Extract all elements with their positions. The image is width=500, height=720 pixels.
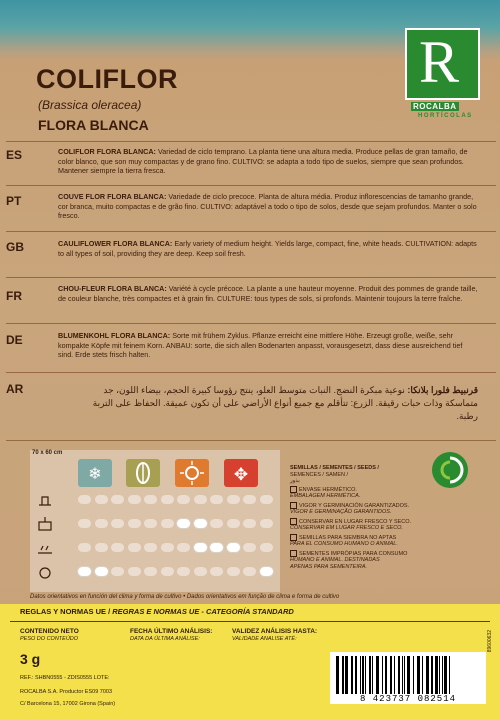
calendar-dot bbox=[227, 567, 240, 576]
calendar-dot bbox=[128, 567, 141, 576]
net-content-label: CONTENIDO NETO PESO DO CONTEÚDO bbox=[20, 628, 79, 642]
summer-sun-icon bbox=[175, 459, 209, 487]
barcode-bar bbox=[385, 656, 387, 694]
divider bbox=[6, 372, 496, 373]
calendar-dot bbox=[111, 519, 124, 528]
calendar-dot bbox=[260, 519, 273, 528]
lang-code-gb: GB bbox=[6, 240, 24, 254]
logo-tagline: HORTÍCOLAS bbox=[418, 113, 473, 119]
calendar-dot bbox=[144, 495, 157, 504]
calendar-dot bbox=[260, 495, 273, 504]
calendar-dot bbox=[210, 519, 223, 528]
harvest-icon bbox=[36, 564, 54, 580]
calendar-dot bbox=[227, 495, 240, 504]
reference-code: REF.: SHBN0555 - ZDIS0555 LOTE: bbox=[20, 675, 110, 681]
barcode-bar bbox=[342, 656, 344, 694]
calendar-dot bbox=[111, 567, 124, 576]
description-gb: CAULIFLOWER FLORA BLANCA: Early variety of medium height. Yields large, compact, fine, white heads. CULTIVATION: adapts to all types of soil, providing they are deep. Keep soil fresh. bbox=[58, 239, 477, 258]
lang-code-fr: FR bbox=[6, 289, 22, 303]
calendar-dot bbox=[144, 519, 157, 528]
spring-leaf-icon bbox=[126, 459, 160, 487]
calendar-dot bbox=[194, 519, 207, 528]
latin-name: (Brassica oleracea) bbox=[38, 98, 142, 112]
calendar-dot bbox=[210, 567, 223, 576]
calendar-dot bbox=[111, 495, 124, 504]
barcode-bar bbox=[382, 656, 383, 694]
calendar-dot bbox=[177, 495, 190, 504]
logo-brand: ROCALBA bbox=[413, 102, 457, 111]
ean-barcode bbox=[330, 652, 486, 704]
calendar-dot bbox=[95, 567, 108, 576]
calendar-dot bbox=[128, 543, 141, 552]
calendar-dot bbox=[243, 543, 256, 552]
svg-text:❄: ❄ bbox=[88, 466, 102, 483]
calendar-dot bbox=[78, 567, 91, 576]
climate-footnote: Datos orientativos en función del clima y forma de cultivo • Dados orientativos em função de clima e forma de cultivo bbox=[30, 594, 340, 600]
calendar-dot bbox=[260, 543, 273, 552]
lang-code-ar: AR bbox=[6, 382, 24, 396]
barcode-bar bbox=[402, 656, 403, 694]
calendar-dot bbox=[95, 543, 108, 552]
legend-improper: SEMENTES IMPRÓPIAS PARA CONSUMO HUMANO E ANIMAL. DESTINADAS APENAS PARA SEMENTEIRA. bbox=[290, 550, 408, 570]
legend-seeds: SEMILLAS / SEMENTES / SEEDS / SEMENCES / SAMEN / بذور bbox=[290, 465, 379, 484]
producer-info: ROCALBA S.A. Productor ES09 7003 bbox=[20, 689, 113, 695]
barcode-bars bbox=[336, 656, 480, 694]
legend-not-for-consumption: SEMILLAS PARA SIEMBRA NO APTAS PARA EL CONSUMO HUMANO O ANIMAL. bbox=[290, 534, 398, 548]
barcode-bar bbox=[398, 656, 400, 694]
divider bbox=[10, 621, 490, 622]
calendar-dot bbox=[243, 495, 256, 504]
lang-code-es: ES bbox=[6, 148, 23, 162]
barcode-bar bbox=[362, 656, 364, 694]
calendar-dot bbox=[177, 567, 190, 576]
calendar-row-transplant bbox=[78, 519, 278, 531]
barcode-bar bbox=[422, 656, 423, 694]
lang-code-de: DE bbox=[6, 333, 23, 347]
calendar-dot bbox=[161, 543, 174, 552]
barcode-bar bbox=[407, 656, 410, 694]
calendar-dot bbox=[128, 495, 141, 504]
calendar-dot bbox=[161, 519, 174, 528]
barcode-bar bbox=[376, 656, 379, 694]
barcode-number: 8 423737 082514 bbox=[359, 694, 456, 704]
variety-name: FLORA BLANCA bbox=[38, 117, 149, 133]
batch-code: 89600632 bbox=[487, 630, 493, 653]
calendar-dot bbox=[194, 543, 207, 552]
divider bbox=[6, 323, 496, 324]
calendar-dot bbox=[227, 519, 240, 528]
description-ar: قرنبيط فلورا بلانكا: نوعية مبكرة النضج. النبات متوسط العلو، ينتج رؤوسا كبيرة الحجم، بيضاء اللون، جد متماسكة وذات حبات رقيقة. الزرع: تتأقلم مع جميع أنواع الأراضي على أن تكون عميقة. الحفاظ على التربة رطبة. bbox=[92, 385, 478, 421]
barcode-bar bbox=[390, 656, 392, 694]
divider bbox=[6, 141, 496, 142]
barcode-bar bbox=[413, 656, 414, 694]
divider bbox=[6, 185, 496, 186]
barcode-bar bbox=[336, 656, 339, 694]
last-analysis-label: FECHA ÚLTIMO ANÁLISIS: DATA DA ÚLTIMA ANÁLISE: bbox=[130, 628, 213, 642]
sowing-seedbed-icon bbox=[36, 492, 54, 508]
calendar-dot bbox=[227, 543, 240, 552]
barcode-bar bbox=[372, 656, 373, 694]
calendar-dot bbox=[161, 567, 174, 576]
winter-icon bbox=[78, 459, 112, 487]
barcode-bar bbox=[365, 656, 366, 694]
barcode-bar bbox=[345, 656, 348, 694]
calendar-dot bbox=[78, 495, 91, 504]
calendar-dot bbox=[95, 495, 108, 504]
calendar-dot bbox=[95, 519, 108, 528]
producer-address: C/ Barcelona 15, 17002 Girona (Spain) bbox=[20, 701, 116, 707]
calendar-dot bbox=[161, 495, 174, 504]
net-weight: 3 g bbox=[20, 651, 41, 667]
calendar-dot bbox=[177, 519, 190, 528]
direct-sowing-icon bbox=[36, 540, 54, 556]
calendar-dot bbox=[260, 567, 273, 576]
legend-storage: CONSERVAR EN LUGAR FRESCO Y SECO. CONSERVAR EM LUGAR FRESCO E SECO. bbox=[290, 518, 412, 532]
barcode-bar bbox=[439, 656, 440, 694]
calendar-dot bbox=[128, 519, 141, 528]
validity-label: VALIDEZ ANÁLISIS HASTA: VALIDADE ANALISE ATÉ: bbox=[232, 628, 318, 642]
calendar-row-harvest bbox=[78, 567, 278, 579]
calendar-row-direct bbox=[78, 543, 278, 555]
barcode-bar bbox=[404, 656, 405, 694]
barcode-bar bbox=[355, 656, 357, 694]
calendar-dot bbox=[144, 567, 157, 576]
calendar-dot bbox=[78, 543, 91, 552]
logo-letter: R bbox=[419, 29, 460, 95]
rocalba-logo bbox=[405, 28, 480, 100]
barcode-bar bbox=[394, 656, 395, 694]
divider bbox=[6, 277, 496, 278]
calendar-dot bbox=[210, 543, 223, 552]
divider bbox=[6, 440, 496, 441]
calendar-dot bbox=[78, 519, 91, 528]
legend-germination: VIGOR Y GERMINACIÓN GARANTIZADOS. VIGOR E GERMINAÇÃO GARANTIDOS. bbox=[290, 502, 410, 516]
calendar-dot bbox=[144, 543, 157, 552]
barcode-bar bbox=[435, 656, 438, 694]
calendar-dot bbox=[177, 543, 190, 552]
description-es: COLIFLOR FLORA BLANCA: Variedad de ciclo temprano. La planta tiene una altura media. Produce pellas de gran tamaño, de color blanco, que son muy compactas y de grano fino. CULTIVO: se adapta a todo tipo de suelos, siempre que sean profundos. Mantener siempre la tierra fresca. bbox=[58, 147, 468, 175]
barcode-bar bbox=[351, 656, 353, 694]
barcode-bar bbox=[369, 656, 371, 694]
description-pt: COUVE FLOR FLORA BLANCA: Variedade de ciclo precoce. Planta de altura média. Produz inflorescencias de tamanho grande, cor branca, muito compactas e de grão fino. CULTIVO: adaptável a todo o tipo de solos, desde que sejam profundos. Manter o solo fresco. bbox=[58, 192, 477, 220]
lang-code-pt: PT bbox=[6, 194, 22, 208]
divider bbox=[6, 231, 496, 232]
barcode-bar bbox=[426, 656, 429, 694]
svg-text:✥: ✥ bbox=[233, 465, 249, 484]
calendar-dot bbox=[194, 567, 207, 576]
description-de: BLUMENKOHL FLORA BLANCA: Sorte mit frühem Zyklus. Pflanze erreicht eine mittlere Höhe. Erzeugt große, weiße, sehr kompakte Köpfe mit feinem Korn. ANBAU: sorte, die sich allen Bodenarten anpasst, vorausgesetzt, dass diese ausreichend tief sind. Erde stets frisch halten. bbox=[58, 331, 463, 359]
calendar-dot bbox=[243, 519, 256, 528]
transplant-icon bbox=[36, 516, 54, 532]
calendar-dot bbox=[210, 495, 223, 504]
barcode-bar bbox=[417, 656, 420, 694]
legend-packaging: ENVASE HERMÉTICO. EMBALAGEM HERMÉTICA. bbox=[290, 486, 361, 500]
regulations-title: REGLAS Y NORMAS UE / REGRAS E NORMAS UE - CATEGORÍA STANDARD bbox=[20, 607, 294, 616]
calendar-row-seedbed bbox=[78, 495, 278, 507]
calendar-dot bbox=[243, 567, 256, 576]
calendar-dot bbox=[194, 495, 207, 504]
barcode-bar bbox=[442, 656, 443, 694]
product-title: COLIFLOR bbox=[36, 64, 178, 94]
description-fr: CHOU-FLEUR FLORA BLANCA: Variété à cycle précoce. La plante a une hauteur moyenne. Produit des pommes de grande taille, de couleur blanche, très compactes et à grain fin. CULTURE: tous types de sols, si profonds. Maintenir toujours la terre fraîche. bbox=[58, 284, 478, 303]
barcode-bar bbox=[431, 656, 433, 694]
barcode-bar bbox=[444, 656, 447, 694]
calendar-dot bbox=[111, 543, 124, 552]
plant-spacing: 70 x 60 cm bbox=[32, 450, 63, 456]
barcode-bar bbox=[449, 656, 450, 694]
green-dot-recycle-icon bbox=[432, 452, 468, 488]
autumn-leaf-icon bbox=[224, 459, 258, 487]
barcode-bar bbox=[360, 656, 361, 694]
